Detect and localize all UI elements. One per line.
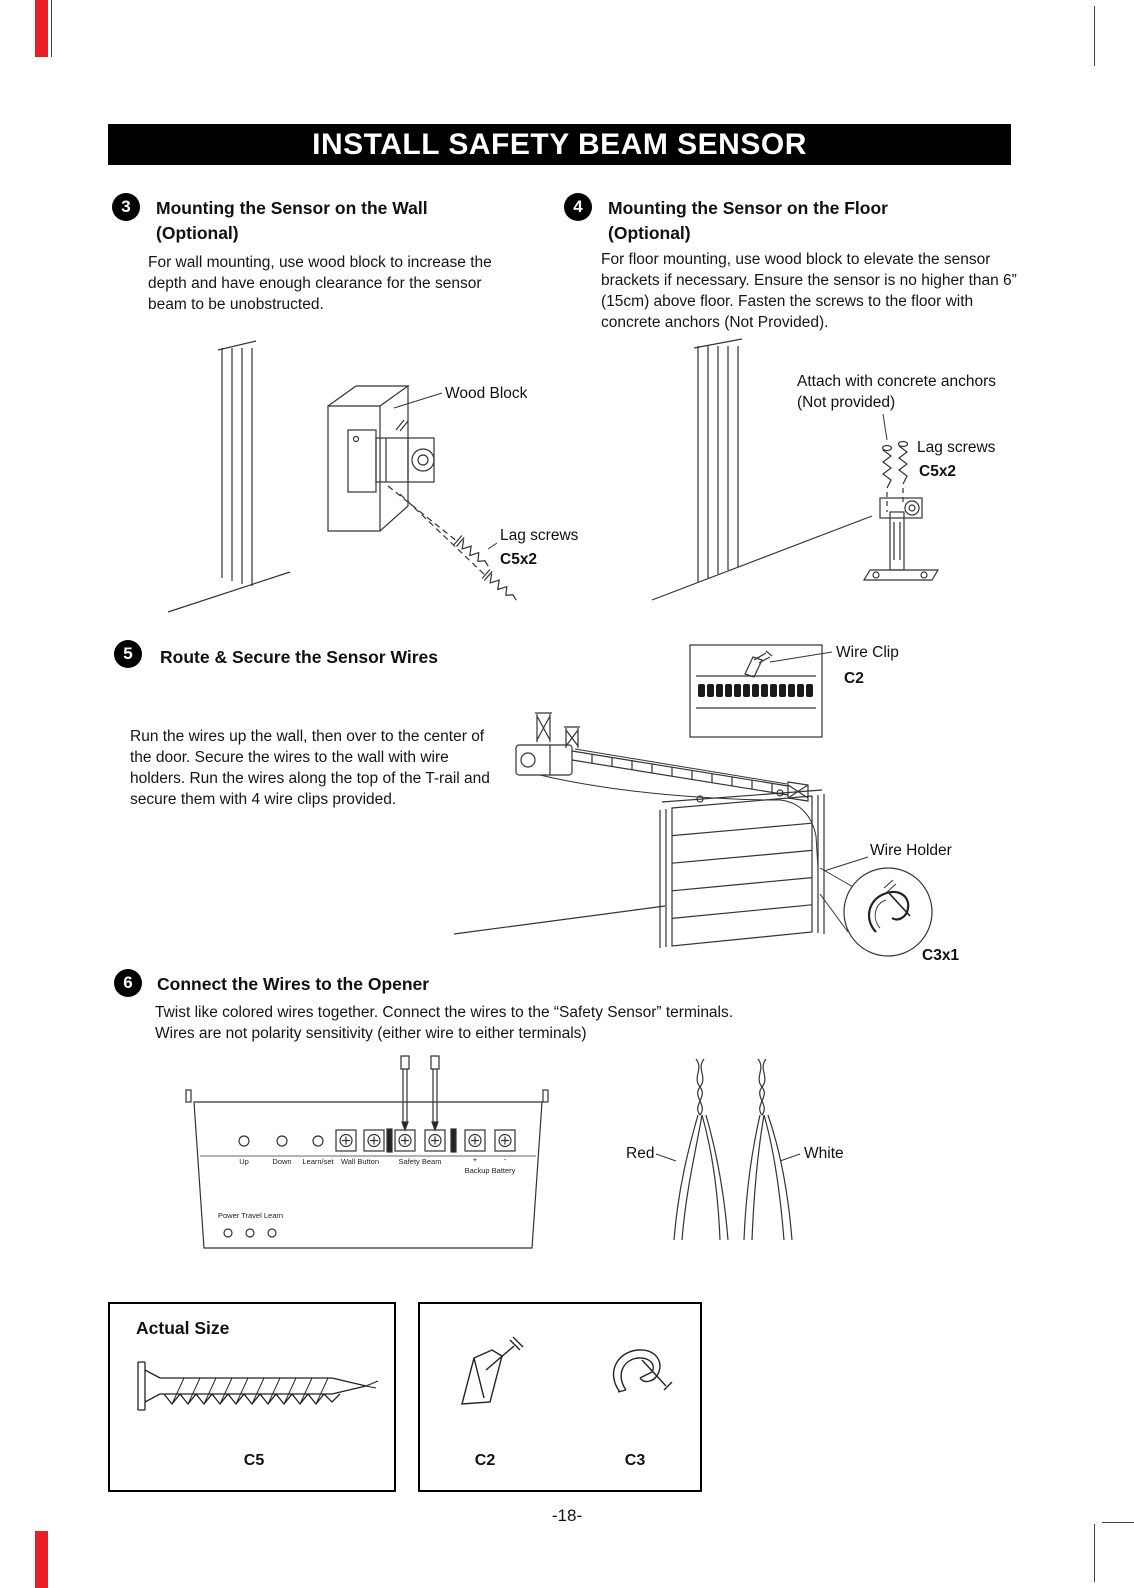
step-6-body-line1: Twist like colored wires together. Connect the wires to the “Safety Sensor” terminals. xyxy=(155,1004,734,1021)
buttons-and-terminals xyxy=(224,1129,515,1237)
step-3-body: For wall mounting, use wood block to increase the depth and have enough clearance for the sensor beam to be unobstructed. xyxy=(148,254,492,314)
step-4-title-line2: (Optional) xyxy=(608,222,691,243)
backup-battery-label: Backup Battery xyxy=(464,1166,516,1175)
c3-holder-drawing xyxy=(590,1326,680,1426)
wire-holder-label: Wire Holder xyxy=(870,842,952,859)
plus-label: + xyxy=(472,1155,478,1164)
c2-label: C2 xyxy=(474,1452,496,1469)
wire-clip-label: Wire Clip xyxy=(836,644,899,661)
status-leds xyxy=(224,1229,276,1237)
power-travel-learn-label: Power Travel Learn xyxy=(218,1211,284,1220)
wood-block-label: Wood Block xyxy=(445,385,528,402)
lag-screws-drawing xyxy=(883,442,908,513)
white-pointer-line xyxy=(780,1154,800,1161)
wall-button-label: Wall Button xyxy=(340,1157,380,1166)
c2-clip-drawing xyxy=(440,1326,530,1426)
wall-post xyxy=(168,341,290,612)
wood-block-pointer-line xyxy=(394,393,442,408)
garage-door-diagram xyxy=(440,636,985,976)
wire-holder-code-label: C3x1 xyxy=(922,947,960,964)
step-4-badge: 4 xyxy=(564,193,592,221)
clips-box xyxy=(418,1302,702,1492)
anchors-label-line2: (Not provided) xyxy=(797,394,896,411)
twisted-wire-pairs xyxy=(674,1059,792,1240)
step-5-badge: 5 xyxy=(114,640,142,668)
print-mark-red-top xyxy=(35,0,48,57)
step-5-title: Route & Secure the Sensor Wires xyxy=(160,647,438,667)
crop-mark-top-right xyxy=(1094,6,1095,66)
down-label: Down xyxy=(272,1157,292,1166)
anchors-pointer-line xyxy=(883,414,887,440)
wall-mount-diagram xyxy=(142,336,602,628)
c5-screw-drawing xyxy=(124,1354,384,1420)
learn-set-label: Learn/set xyxy=(302,1157,334,1166)
garage-door xyxy=(454,790,824,948)
step-6-title: Connect the Wires to the Opener xyxy=(157,974,430,994)
lag-screws-pointer-line xyxy=(488,543,497,549)
floor-mount-diagram xyxy=(640,336,1020,628)
lag-screws-label: Lag screws xyxy=(500,527,579,544)
crop-mark-bottom-right-v xyxy=(1094,1524,1095,1582)
lag-screws-label: Lag screws xyxy=(917,439,996,456)
step-3-title-line2: (Optional) xyxy=(156,222,239,243)
step-6-body xyxy=(155,1002,855,1044)
sensor-wire-leads xyxy=(401,1056,439,1130)
minus-label: - xyxy=(503,1155,507,1164)
wire-clip-code-label: C2 xyxy=(844,670,864,687)
up-label: Up xyxy=(239,1157,249,1166)
lag-screws-code-label: C5x2 xyxy=(500,551,538,568)
step-3-badge: 3 xyxy=(112,193,140,221)
sensor-wires xyxy=(540,749,818,868)
red-pointer-line xyxy=(656,1154,676,1161)
opener-unit xyxy=(516,713,580,775)
c3-label: C3 xyxy=(624,1452,646,1469)
step-3-title xyxy=(156,196,428,245)
step-6-badge: 6 xyxy=(114,969,142,997)
lag-screws-code-label: C5x2 xyxy=(919,463,957,480)
actual-size-box xyxy=(108,1302,396,1492)
step-6-body-line2: Wires are not polarity sensitivity (either wire to either terminals) xyxy=(155,1025,587,1043)
anchors-label-line1: Attach with concrete anchors xyxy=(797,373,997,390)
floor-sensor-bracket xyxy=(864,498,938,580)
safety-beam-label: Safety Beam xyxy=(398,1157,442,1166)
print-mark-red-bottom xyxy=(35,1531,48,1588)
white-wire-label: White xyxy=(804,1145,844,1162)
crop-mark-top-left xyxy=(51,0,52,57)
page-header xyxy=(108,124,1011,165)
step-5-body: Run the wires up the wall, then over to the center of the door. Secure the wires to the wall with wire holders. Run the wires along the top of the T-rail and secure them with 4 wire clips provided. xyxy=(130,728,490,809)
step-4-body: For floor mounting, use wood block to elevate the sensor brackets if necessary. Ensure the sensor is no higher than 6” (15cm) above floor. Fasten the screws to the floor with concrete anchors (Not Provided). xyxy=(601,251,1017,332)
sensor-bracket xyxy=(348,420,434,492)
wire-pairs-diagram xyxy=(612,1055,882,1250)
wire-clip-inset xyxy=(690,645,822,737)
page-title: INSTALL SAFETY BEAM SENSOR xyxy=(312,127,807,161)
opener-panel-diagram xyxy=(178,1052,558,1257)
step-3-title-line1: Mounting the Sensor on the Wall xyxy=(156,198,428,218)
actual-size-title: Actual Size xyxy=(136,1318,230,1338)
page-number: -18- xyxy=(551,1506,583,1525)
step-4-title xyxy=(608,196,888,245)
c5-label: C5 xyxy=(243,1452,265,1469)
terminal-blocks xyxy=(336,1129,515,1152)
wire-holder-detail xyxy=(820,857,932,956)
red-wire-label: Red xyxy=(626,1145,655,1162)
step-4-title-line1: Mounting the Sensor on the Floor xyxy=(608,198,888,218)
